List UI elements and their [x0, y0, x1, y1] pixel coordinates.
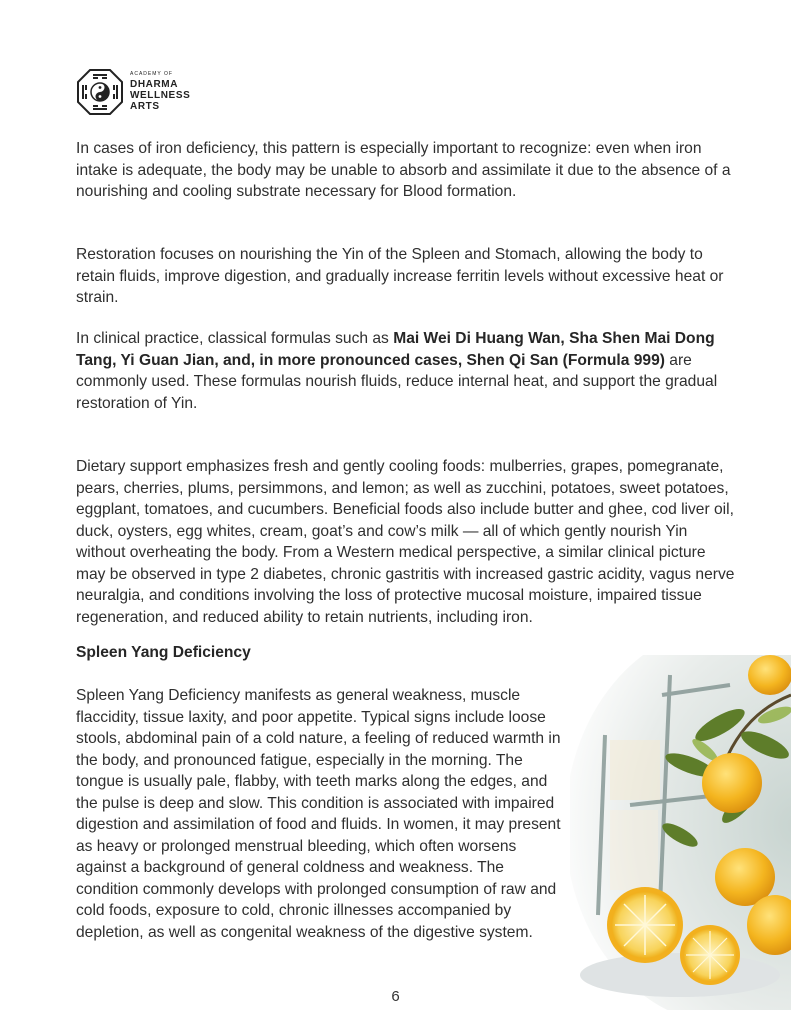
section-heading: Spleen Yang Deficiency	[76, 644, 251, 661]
paragraph-restoration: Restoration focuses on nourishing the Yin of the Spleen and Stomach, allowing the body to retain fluids, improve digestion, and gradually increase ferritin levels without excessive heat or strain.	[76, 246, 724, 306]
lemons-window-painting	[570, 655, 791, 1010]
paragraph-dietary-support: Dietary support emphasizes fresh and gently cooling foods: mulberries, grapes, pomegranate, pears, cherries, plums, persimmons, and lemon; as well as zucchini, potatoes, sweet potatoes, eggplant, tomatoes, and cucumbers. Beneficial foods also include butter and ghee, cod liver oil, duck, oysters, egg whites, cream, goat’s and cow’s milk — all of which gently nourish Yin without overheating the body. From a Western medical perspective, a similar clinical picture may be observed in type 2 diabetes, chronic gastritis with increased gastric acidity, vagus nerve neuralgia, and conditions involving the loss of protective mucosal moisture, impaired tissue regeneration, and reduced ability to retain nutrients, including iron.	[76, 458, 735, 626]
formula-names: Mai Wei Di Huang Wan, Sha Shen Mai Dong Tang, Yi Guan Jian, and, in more pronounced cases, Shen Qi San (Formula 999)	[76, 330, 715, 369]
bagua-yin-yang-icon	[76, 68, 124, 116]
formulas-intro-text: In clinical practice, classical formulas such as	[76, 330, 394, 347]
logo-tagline: ACADEMY OF	[130, 71, 173, 77]
formulas-description-text: are commonly used. These formulas nourish fluids, reduce internal heat, and support the gradual restoration of Yin.	[76, 351, 718, 412]
lemons-illustration	[570, 655, 791, 1010]
paragraph-formulas	[76, 328, 736, 414]
logo-word-3: ARTS	[130, 101, 160, 112]
academy-logo	[76, 68, 190, 116]
paragraph-spleen-yang: Spleen Yang Deficiency manifests as general weakness, muscle flaccidity, tissue laxity, and poor appetite. Typical signs include loose stools, abdominal pain of a cold nature, a feeling of reduced warmth in the body, and pronounced fatigue, especially in the morning. The tongue is usually pale, flabby, with teeth marks along the edges, and the pulse is deep and slow. This condition is associated with impaired digestion and assimilation of food and fluids. In women, it may present as heavy or prolonged menstrual bleeding, which often worsens against a background of general coldness and weakness. The condition commonly develops with prolonged consumption of raw and cold foods, exposure to cold, chronic illnesses accompanied by depletion, as well as congenital weakness of the digestive system.	[76, 687, 561, 941]
logo-word-1: DHARMA	[130, 79, 179, 90]
paragraph-iron-deficiency: In cases of iron deficiency, this pattern is especially important to recognize: even when iron intake is adequate, the body may be unable to absorb and assimilate it due to the absence of a nourishing and cooling substrate necessary for Blood formation.	[76, 140, 731, 200]
logo-word-2: WELLNESS	[130, 90, 191, 101]
page-number: 6	[391, 988, 400, 1005]
